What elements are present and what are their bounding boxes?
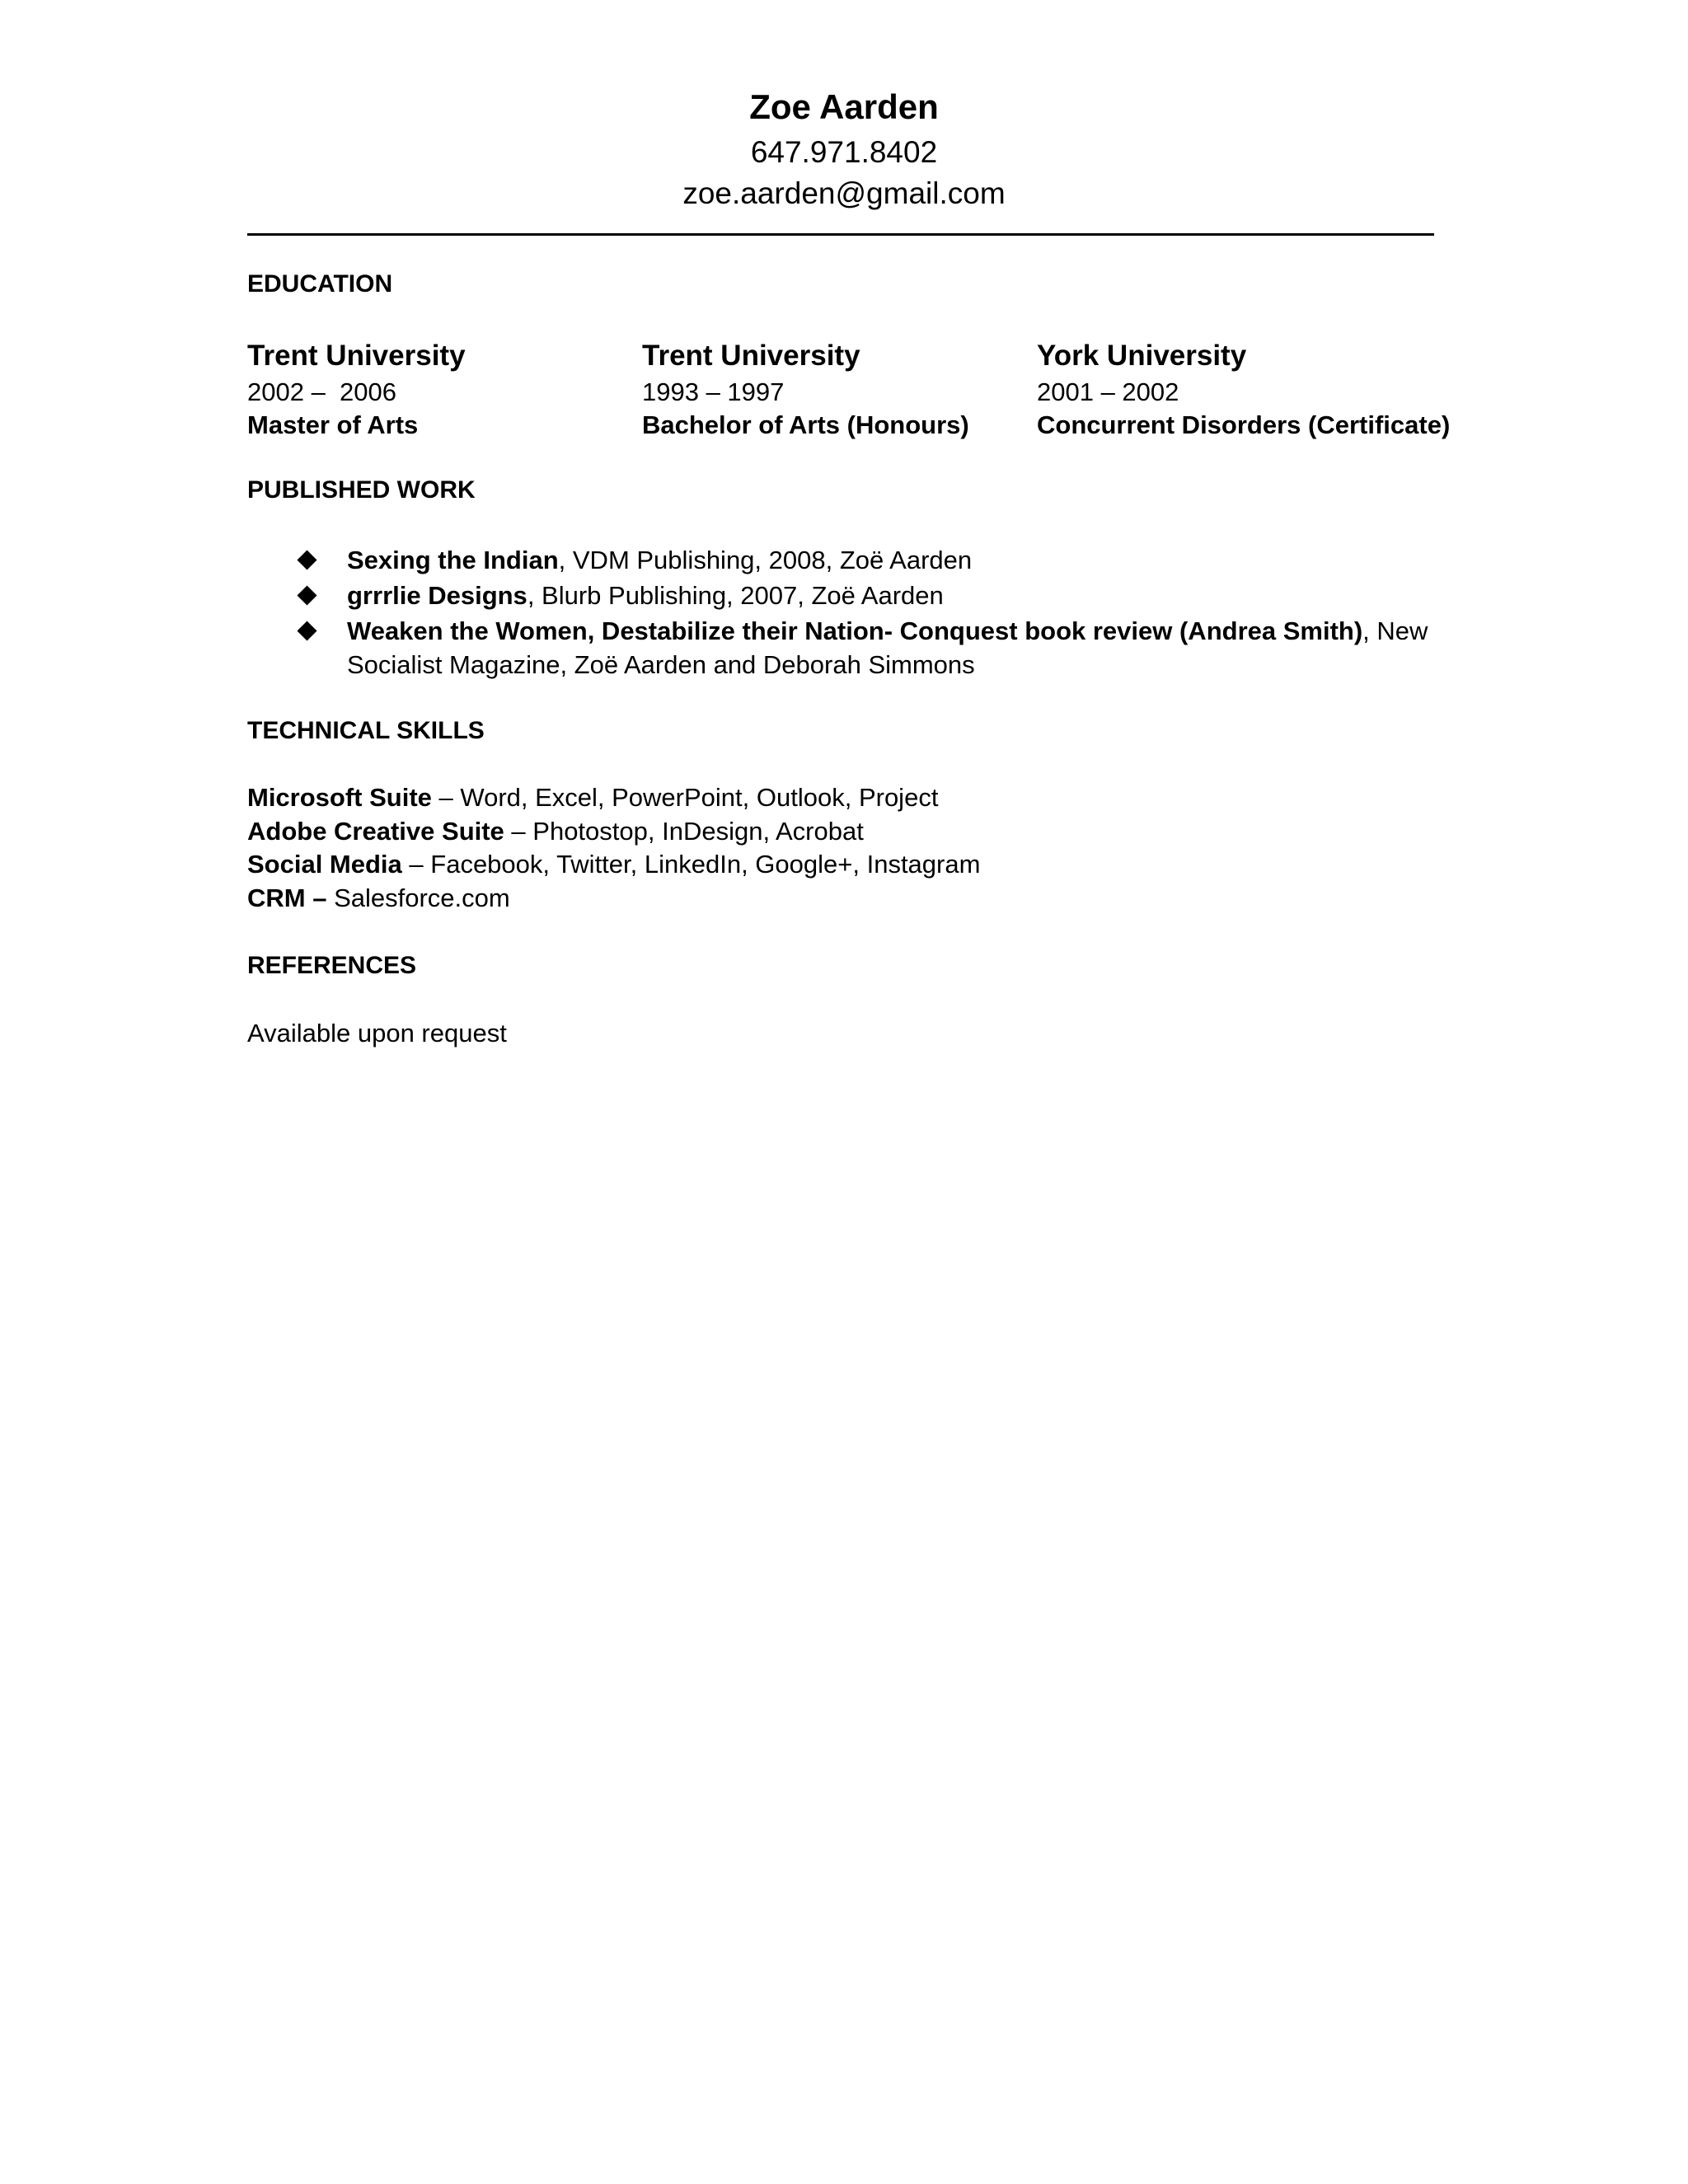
publication-title: Sexing the Indian: [347, 546, 559, 574]
list-item: [247, 579, 1434, 612]
phone-number: 647.971.8402: [750, 135, 938, 169]
publication-details: , New Socialist Magazine, Zoë Aarden and Deborah Simmons: [347, 616, 1428, 679]
skill-details: – Photostop, InDesign, Acrobat: [504, 816, 864, 846]
education-years: 2001 – 2002: [1037, 377, 1179, 406]
education-school: Trent University: [642, 340, 860, 372]
skill-line: [247, 848, 1434, 882]
education-school: York University: [1037, 340, 1247, 372]
skill-label: Social Media: [247, 850, 402, 879]
header-divider: [247, 233, 1434, 236]
skill-line: [247, 882, 1434, 916]
education-entry: [642, 336, 1038, 442]
skill-details: – Word, Excel, PowerPoint, Outlook, Project: [431, 783, 939, 812]
diamond-bullet-icon: [297, 621, 316, 640]
diamond-bullet-icon: [297, 585, 316, 605]
skill-details: – Facebook, Twitter, LinkedIn, Google+, Instagram: [401, 850, 981, 879]
references-text: Available upon request: [247, 1019, 507, 1047]
education-entry: [247, 336, 643, 442]
skill-line: [247, 815, 1434, 849]
education-school: Trent University: [247, 340, 466, 372]
technical-skills-list: [247, 781, 1434, 915]
education-years: 1993 – 1997: [642, 377, 785, 406]
education-years: 2002 – 2006: [247, 377, 397, 406]
publication-details: , Blurb Publishing, 2007, Zoë Aarden: [527, 581, 944, 610]
skill-label: Adobe Creative Suite: [247, 816, 504, 846]
skill-label: CRM –: [247, 883, 327, 912]
education-entry: [1037, 336, 1451, 442]
publication-title: grrrlie Designs: [347, 581, 528, 610]
education-degree: Concurrent Disorders (Certificate): [1037, 410, 1451, 439]
list-item: [247, 614, 1434, 682]
published-work-list: [247, 543, 1434, 683]
publication-details: , VDM Publishing, 2008, Zoë Aarden: [558, 546, 973, 574]
list-item: [247, 543, 1434, 577]
skill-details: Salesforce.com: [326, 883, 510, 912]
published-work-heading: PUBLISHED WORK: [247, 476, 476, 504]
technical-skills-heading: TECHNICAL SKILLS: [247, 717, 485, 744]
applicant-name: Zoe Aarden: [749, 87, 939, 126]
education-degree: Bachelor of Arts (Honours): [642, 410, 969, 439]
skill-label: Microsoft Suite: [247, 783, 432, 812]
publication-title: Weaken the Women, Destabilize their Nation- Conquest book review (Andrea Smith): [347, 616, 1363, 645]
diamond-bullet-icon: [297, 550, 316, 569]
references-heading: REFERENCES: [247, 952, 417, 979]
resume-header: [0, 82, 1688, 214]
skill-line: [247, 781, 1434, 815]
education-degree: Master of Arts: [247, 410, 419, 439]
education-heading: EDUCATION: [247, 270, 393, 298]
email-address: zoe.aarden@gmail.com: [682, 176, 1006, 210]
